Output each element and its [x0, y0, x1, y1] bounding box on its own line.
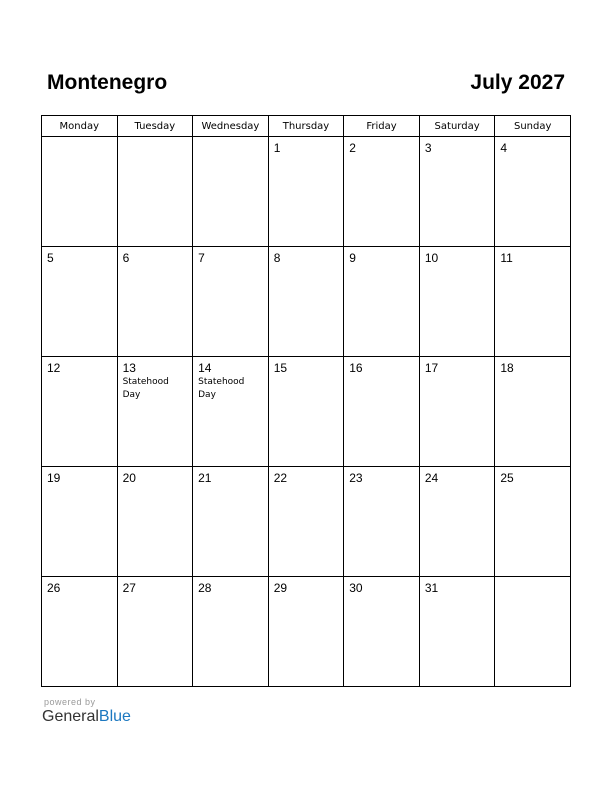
day-number: 29: [273, 581, 288, 595]
week-row: [42, 577, 571, 687]
day-cell: [117, 467, 193, 577]
day-number: 13: [122, 361, 136, 375]
day-number: 24: [424, 471, 439, 485]
day-number: 27: [122, 581, 136, 595]
brand-logo[interactable]: [42, 708, 131, 726]
day-cell: [42, 247, 118, 357]
day-cell: [193, 467, 269, 577]
day-cell: [117, 247, 193, 357]
week-row: [42, 247, 571, 357]
day-cell: [193, 577, 269, 687]
day-number: 3: [424, 141, 432, 155]
day-number: 9: [349, 251, 356, 265]
day-cell: [268, 357, 344, 467]
day-cell: [42, 467, 118, 577]
day-cell: [42, 577, 118, 687]
day-number: 19: [47, 471, 61, 485]
weekday-header: Saturday: [419, 116, 495, 137]
weekday-header: Thursday: [268, 116, 344, 137]
day-cell: [344, 247, 420, 357]
day-number: 6: [122, 251, 130, 265]
day-number: 12: [47, 361, 61, 375]
day-cell: [419, 577, 495, 687]
weekday-header: Friday: [344, 116, 420, 137]
day-number: 2: [349, 141, 356, 155]
holiday-label: Statehood Day: [198, 377, 245, 400]
weekday-header: Sunday: [495, 116, 571, 137]
day-cell: [268, 247, 344, 357]
day-number: 30: [349, 581, 363, 595]
day-number: 14: [198, 361, 212, 375]
day-number: 11: [500, 251, 513, 265]
day-number: 8: [273, 251, 281, 265]
powered-by-text: powered by: [44, 697, 96, 707]
day-number: 4: [500, 141, 508, 155]
weekday-header: Tuesday: [117, 116, 193, 137]
weekday-header: Wednesday: [193, 116, 269, 137]
day-cell: [495, 577, 571, 687]
day-cell: [419, 137, 495, 247]
day-cell: [419, 357, 495, 467]
day-number: 1: [273, 141, 281, 155]
day-cell: [495, 247, 571, 357]
day-cell: [419, 467, 495, 577]
holiday-label: Statehood Day: [122, 377, 169, 400]
day-cell: [268, 137, 344, 247]
calendar-grid: [41, 115, 571, 687]
day-cell: [495, 137, 571, 247]
day-number: 5: [47, 251, 54, 265]
day-cell: [117, 357, 193, 467]
day-number: 15: [273, 361, 288, 375]
day-number: 17: [424, 361, 439, 375]
day-cell: [344, 577, 420, 687]
day-number: 21: [198, 471, 212, 485]
weekday-header-row: [42, 116, 571, 137]
day-cell: [117, 577, 193, 687]
day-number: 18: [500, 361, 514, 375]
brand-name-part1: General: [42, 708, 99, 725]
day-number: 26: [47, 581, 61, 595]
day-cell: [193, 357, 269, 467]
day-cell: [193, 137, 269, 247]
day-number: 16: [349, 361, 363, 375]
day-number: 25: [500, 471, 514, 485]
day-cell: [42, 137, 118, 247]
week-row: [42, 137, 571, 247]
day-cell: [344, 137, 420, 247]
day-cell: [117, 137, 193, 247]
day-number: 20: [122, 471, 136, 485]
country-title: Montenegro: [47, 71, 168, 94]
day-cell: [268, 467, 344, 577]
day-cell: [419, 247, 495, 357]
week-row: [42, 357, 571, 467]
day-number: 31: [424, 581, 439, 595]
day-number: 23: [349, 471, 363, 485]
day-cell: [268, 577, 344, 687]
day-cell: [344, 357, 420, 467]
weekday-header: Monday: [42, 116, 118, 137]
day-cell: [344, 467, 420, 577]
day-number: 10: [424, 251, 439, 265]
day-cell: [495, 467, 571, 577]
day-cell: [42, 357, 118, 467]
brand-name-part2: Blue: [98, 708, 131, 725]
footer-branding: [42, 697, 131, 726]
day-cell: [495, 357, 571, 467]
day-number: 7: [198, 251, 205, 265]
month-year-title: July 2027: [470, 71, 565, 94]
day-number: 28: [198, 581, 212, 595]
day-cell: [193, 247, 269, 357]
day-number: 22: [273, 471, 288, 485]
week-row: [42, 467, 571, 577]
